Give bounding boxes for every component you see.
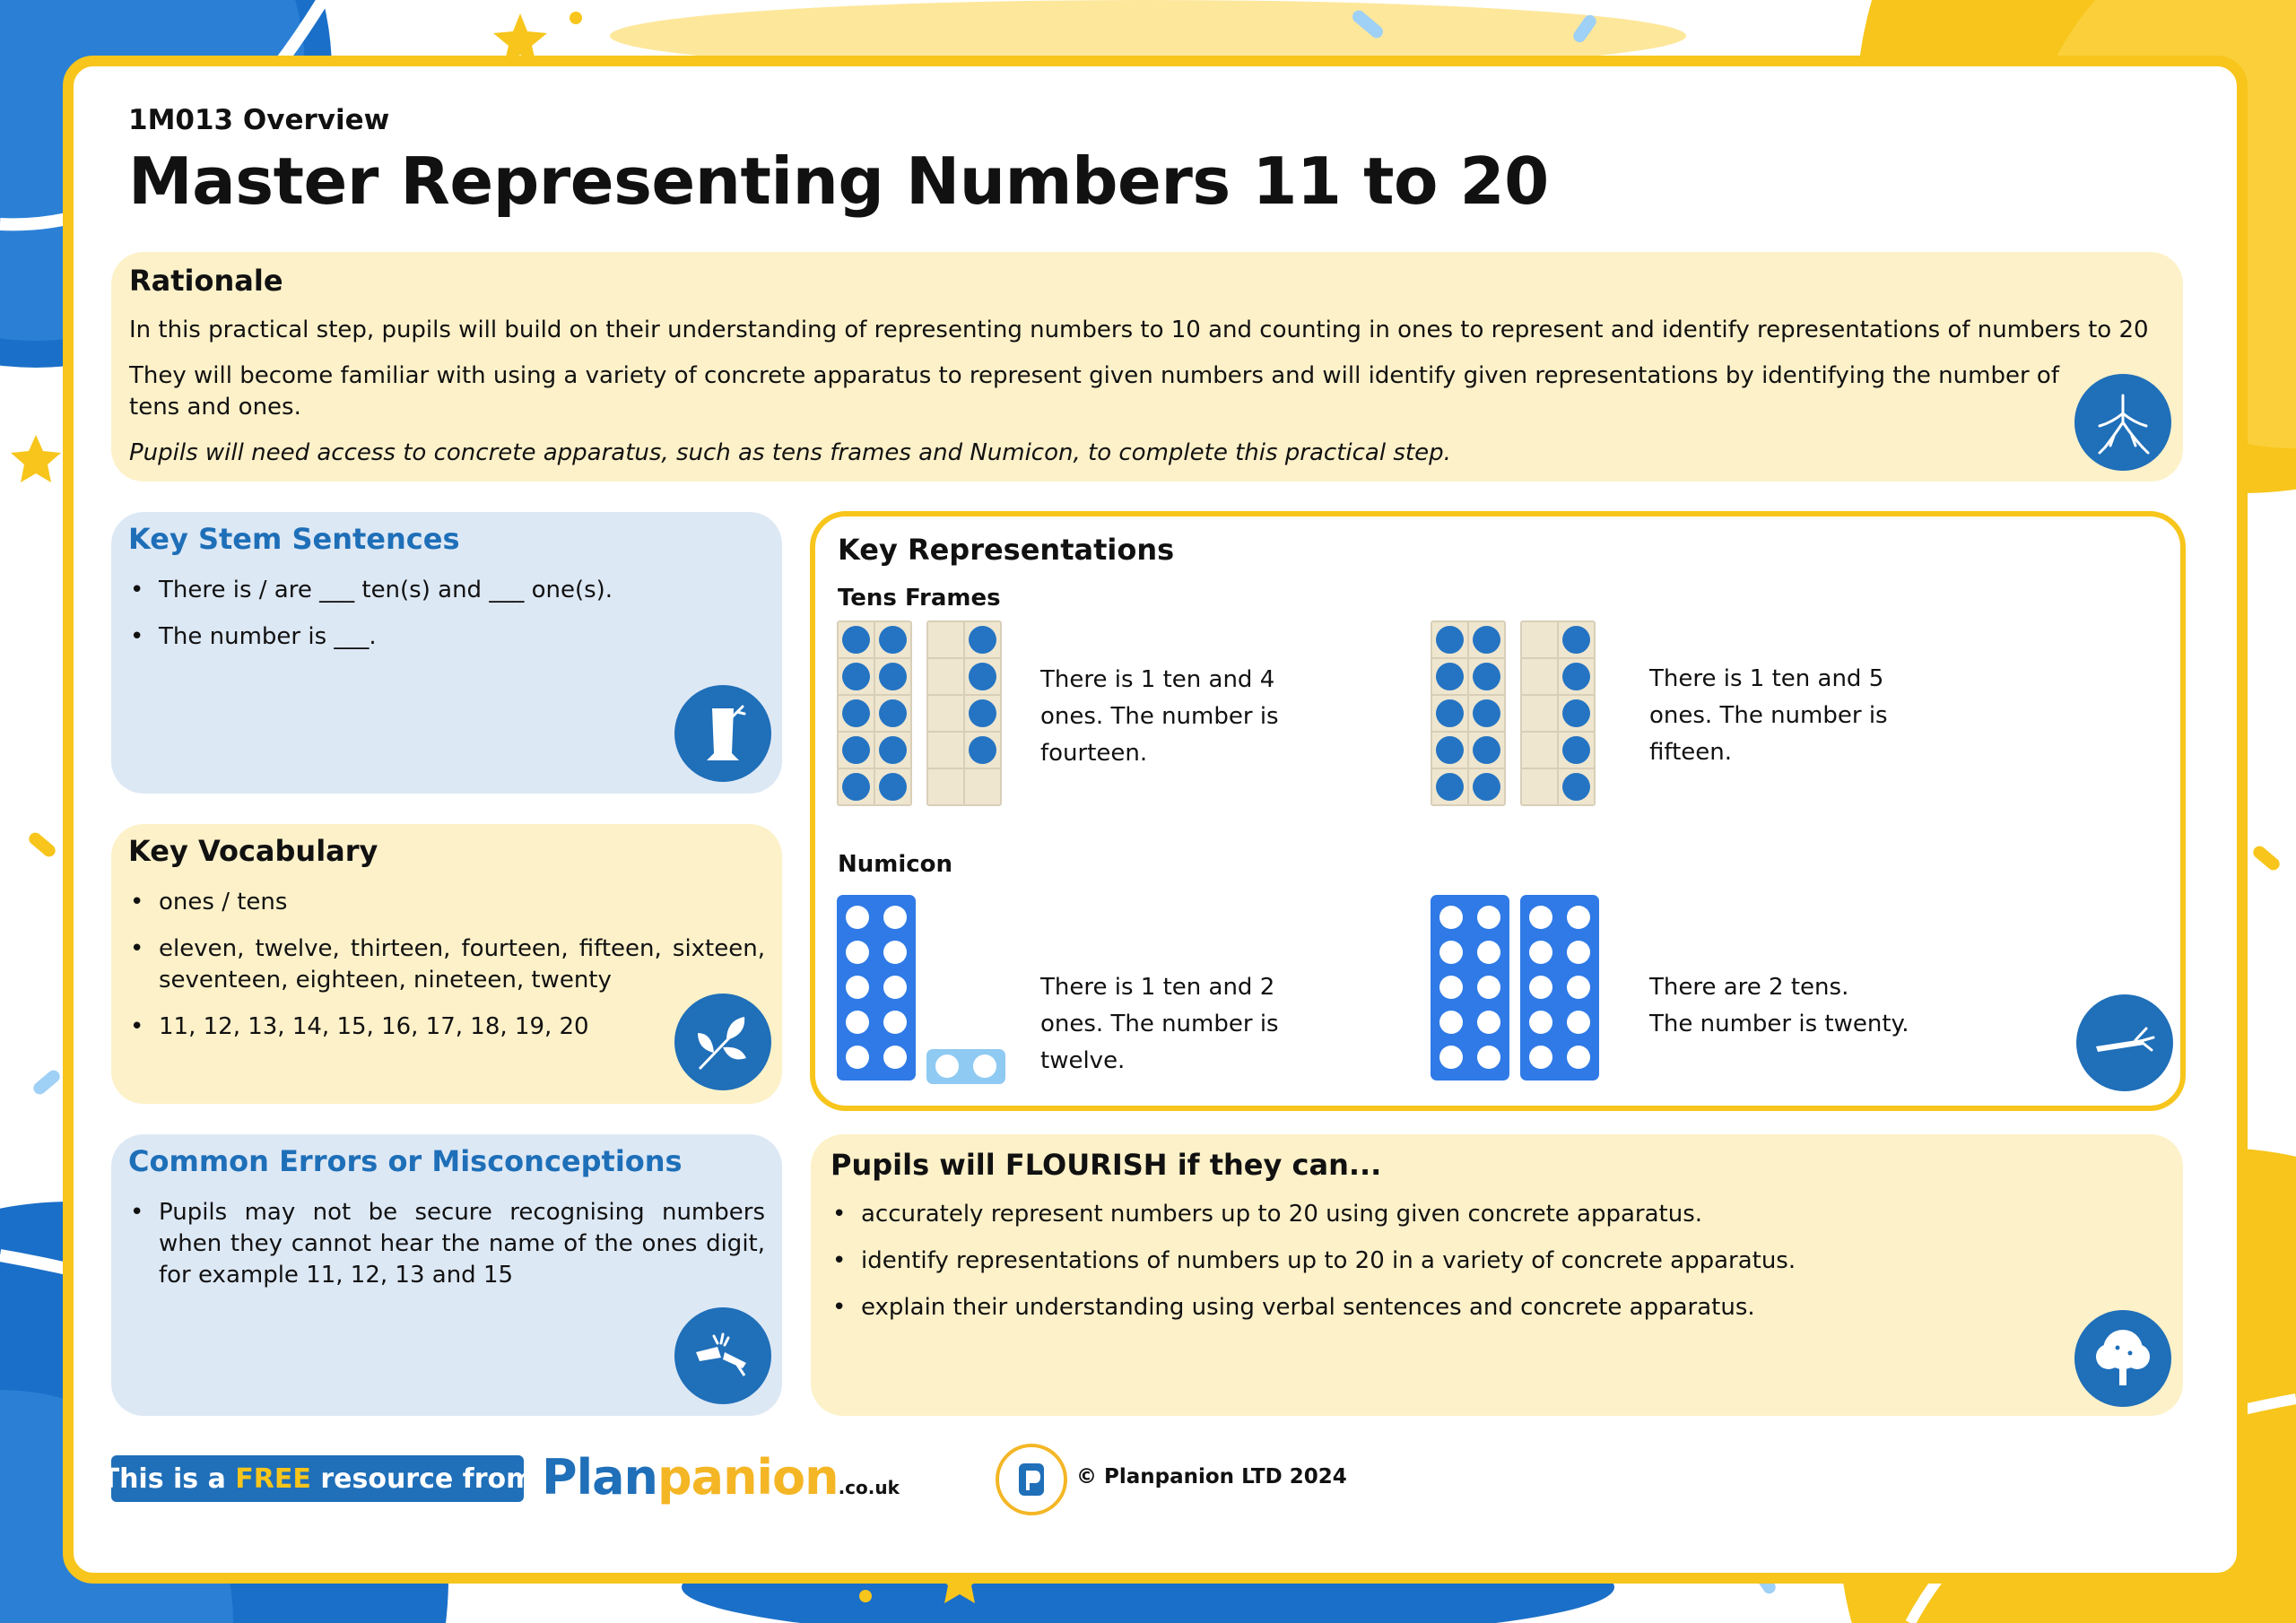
errors-heading: Common Errors or Misconceptions <box>128 1144 683 1178</box>
leaves-icon <box>674 994 771 1090</box>
numicon-ten <box>1431 895 1509 1081</box>
common-errors-panel <box>111 1134 782 1416</box>
banner-text-pre: This is a <box>100 1462 236 1495</box>
planpanion-logo[interactable] <box>542 1449 900 1506</box>
banner-text-post: resource from <box>310 1462 535 1495</box>
numicon-ten <box>837 895 916 1081</box>
flourish-list <box>831 1199 2086 1339</box>
key-stem-sentences-panel <box>111 512 782 794</box>
list-item: • accurately represent numbers up to 20 using given concrete apparatus. <box>831 1199 2086 1230</box>
logo-domain: .co.uk <box>838 1477 900 1498</box>
rationale-paragraph-1: In this practical step, pupils will build on their understanding of representing numbers to 10 and counting in ones to represent and identify representations of numbers to 20 <box>129 317 2149 343</box>
errors-list <box>128 1197 765 1306</box>
key-vocabulary-panel <box>111 824 782 1104</box>
tens-frame-four <box>926 621 1002 806</box>
rationale-paragraph-3: Pupils will need access to concrete apparatus, such as tens frames and Numicon, to complete this practical step. <box>129 439 1451 466</box>
flourish-panel <box>811 1134 2183 1416</box>
page-title: Master Representing Numbers 11 to 20 <box>128 143 1549 219</box>
numicon-two <box>926 1049 1005 1084</box>
list-item: • explain their understanding using verbal sentences and concrete apparatus. <box>831 1292 2086 1324</box>
broken-branch-icon <box>674 1307 771 1404</box>
stem-list <box>128 575 756 668</box>
numicon-twelve-text: There is 1 ten and 2 ones. The number is twelve. <box>1040 974 1279 1074</box>
banner-text-free: FREE <box>235 1462 311 1495</box>
numicon-twenty-line-1: There are 2 tens. <box>1649 974 1849 1001</box>
logo-panion: panion <box>657 1449 839 1506</box>
numicon-ten <box>1520 895 1599 1081</box>
tens-frame-fourteen-text: There is 1 ten and 4 ones. The number is fourteen. <box>1040 666 1279 767</box>
tens-frames-label: Tens Frames <box>838 585 1001 612</box>
tree-icon <box>2074 1310 2171 1407</box>
logo-plan: Plan <box>542 1449 657 1506</box>
copyright-text: © Planpanion LTD 2024 <box>1076 1465 1347 1488</box>
list-item: • There is / are ___ ten(s) and ___ one(s). <box>128 575 756 606</box>
free-resource-banner[interactable] <box>100 1455 535 1502</box>
tree-stump-icon <box>674 685 771 782</box>
tens-frame-full <box>837 621 912 806</box>
keyrep-heading: Key Representations <box>838 533 1175 567</box>
numicon-twenty-text <box>1649 969 1918 1043</box>
list-item: • ones / tens <box>128 887 765 918</box>
list-item: • The number is ___. <box>128 621 756 653</box>
list-item: • identify representations of numbers up to 20 in a variety of concrete apparatus. <box>831 1245 2086 1277</box>
rationale-paragraph-2: They will become familiar with using a variety of concrete apparatus to represent given numbers and will identify given representations by identifying the number of tens and ones. <box>129 362 2059 421</box>
stem-heading: Key Stem Sentences <box>128 522 460 556</box>
vocab-list <box>128 887 765 1058</box>
rationale-heading: Rationale <box>129 264 283 298</box>
flourish-heading: Pupils will FLOURISH if they can... <box>831 1148 1382 1182</box>
branch-icon <box>2076 994 2173 1091</box>
document-code: 1M013 Overview <box>128 104 390 136</box>
roots-icon <box>2074 374 2171 471</box>
rationale-panel <box>111 252 2183 482</box>
tens-frame-full <box>1431 621 1506 806</box>
list-item: • eleven, twelve, thirteen, fourteen, fifteen, sixteen, seventeen, eighteen, nineteen, twenty <box>128 933 765 996</box>
key-representations-panel <box>810 511 2186 1111</box>
numicon-label: Numicon <box>838 851 953 878</box>
tens-frame-five <box>1520 621 1596 806</box>
tens-frame-fifteen-text: There is 1 ten and 5 ones. The number is fifteen. <box>1649 665 1888 766</box>
numicon-twenty-line-2: The number is twenty. <box>1649 1011 1909 1037</box>
list-item: • 11, 12, 13, 14, 15, 16, 17, 18, 19, 20 <box>128 1011 765 1043</box>
planpanion-badge-icon <box>996 1444 1067 1515</box>
vocab-heading: Key Vocabulary <box>128 834 378 868</box>
list-item: • Pupils may not be secure recognising numbers when they cannot hear the name of the ones digit, for example 11, 12, 13 and 15 <box>128 1197 765 1291</box>
